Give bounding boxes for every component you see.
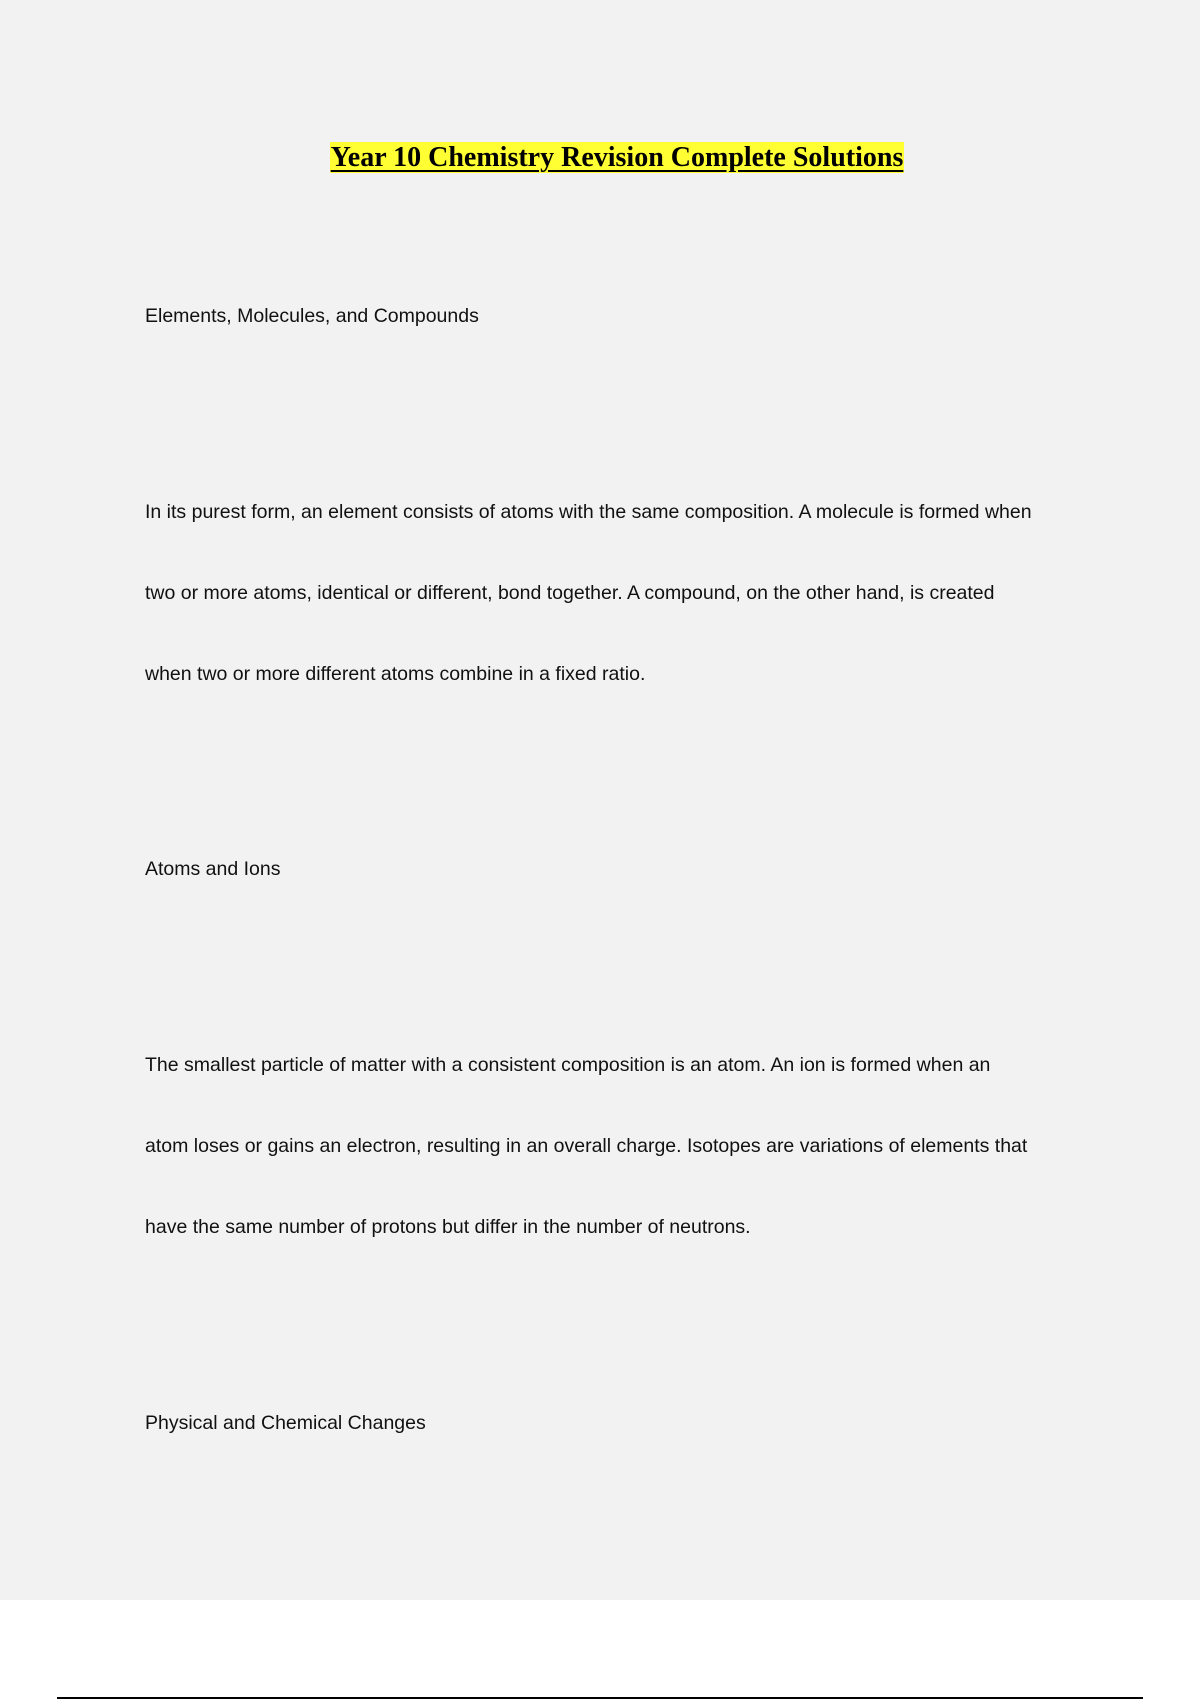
section-heading: Physical and Chemical Changes — [145, 1412, 426, 1434]
paragraph-line: have the same number of protons but differ in the number of neutrons. — [145, 1216, 751, 1238]
document-title-text: Year 10 Chemistry Revision Complete Solutions — [330, 142, 904, 173]
footer-divider — [57, 1697, 1143, 1699]
paragraph-line: In its purest form, an element consists of atoms with the same composition. A molecule is formed when — [145, 501, 1032, 523]
section-heading: Elements, Molecules, and Compounds — [145, 305, 479, 327]
section-heading: Atoms and Ions — [145, 858, 281, 880]
document-title — [0, 140, 1200, 176]
paragraph-line: atom loses or gains an electron, resulting in an overall charge. Isotopes are variations of elements that — [145, 1135, 1028, 1157]
paragraph-line: when two or more different atoms combine in a fixed ratio. — [145, 663, 646, 685]
paragraph-line: The smallest particle of matter with a consistent composition is an atom. An ion is formed when an — [145, 1054, 991, 1076]
paragraph-line: two or more atoms, identical or different, bond together. A compound, on the other hand, is created — [145, 582, 995, 604]
